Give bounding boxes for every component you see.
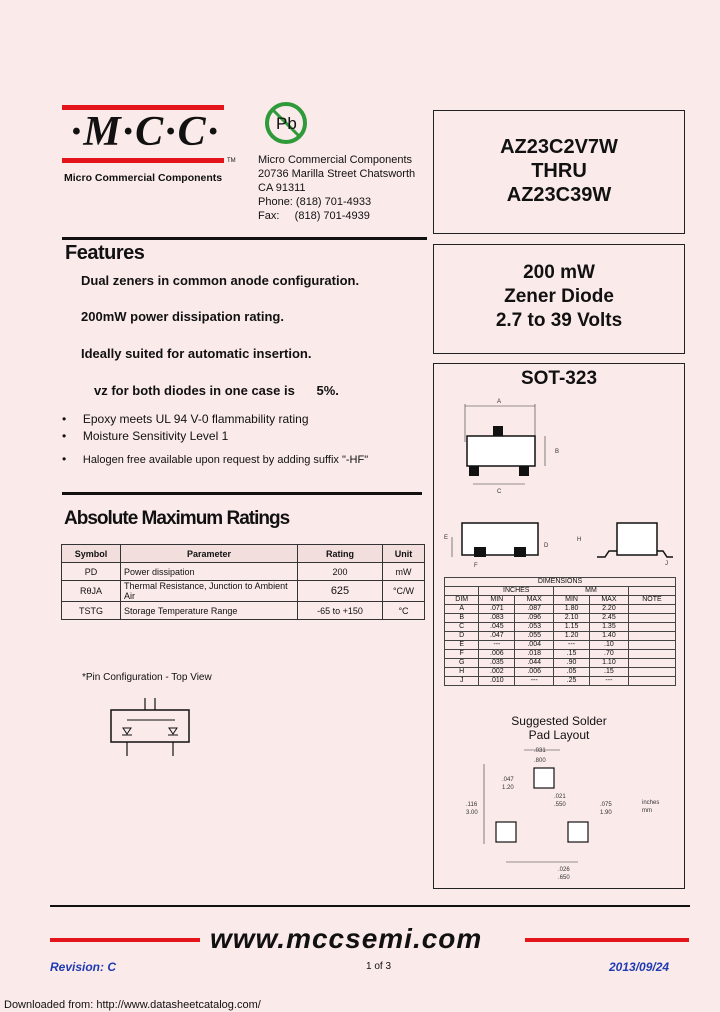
- revision: Revision: C: [50, 960, 117, 974]
- bullet-item: [62, 428, 368, 445]
- download-source[interactable]: Downloaded from: http://www.datasheetcatalog.com/: [4, 999, 261, 1011]
- table-row: J .010 --- .25 ---: [445, 677, 676, 686]
- footer-rule: [50, 905, 690, 907]
- feature-4: vz for both diodes in one case is 5%.: [94, 383, 339, 398]
- bullet-dot: •: [62, 412, 83, 426]
- website-url[interactable]: www.mccsemi.com: [210, 923, 483, 954]
- amr-col-unit: Unit: [383, 545, 425, 563]
- amr-col-symbol: Symbol: [62, 545, 121, 563]
- device-type: Zener Diode: [504, 286, 614, 307]
- pb-label: Pb: [276, 114, 297, 133]
- lead-free-icon: [262, 100, 310, 146]
- svg-text:F: F: [474, 563, 478, 569]
- package-end-view: [575, 515, 675, 570]
- dimensions-table: [444, 577, 676, 686]
- svg-text:.650: .650: [558, 875, 570, 881]
- svg-text:.800: .800: [534, 758, 546, 764]
- package-top-view: [455, 392, 575, 502]
- dim-col-header: MIN: [479, 596, 515, 605]
- svg-text:D: D: [544, 543, 549, 549]
- table-row: C .045 .053 1.15 1.35: [445, 623, 676, 632]
- table-row: RθJA Thermal Resistance, Junction to Ambient Air 625 °C/W: [62, 581, 425, 602]
- dimensions-title: DIMENSIONS: [445, 578, 676, 587]
- amr-heading: Absolute Maximum Ratings: [64, 508, 290, 529]
- inches-header: INCHES: [479, 587, 554, 596]
- svg-text:H: H: [577, 537, 582, 543]
- table-row: D .047 .055 1.20 1.40: [445, 632, 676, 641]
- dim-col-header: MAX: [515, 596, 554, 605]
- feature-1: Dual zeners in common anode configuration.: [81, 273, 360, 288]
- svg-text:.075: .075: [600, 802, 612, 808]
- footer-left-bar: [50, 938, 200, 942]
- header-rule: [62, 237, 427, 240]
- pin-config-diagram: [105, 698, 195, 768]
- thru-label: THRU: [531, 160, 587, 182]
- table-row: F .006 .018 .15 .70: [445, 650, 676, 659]
- bullet-dot: •: [62, 429, 83, 443]
- company-name: Micro Commercial Components: [258, 154, 413, 166]
- spec-box: [433, 244, 685, 354]
- dim-col-header: MAX: [589, 596, 628, 605]
- company-phone: Phone: (818) 701-4933: [258, 196, 372, 208]
- table-row: E --- .004 --- .10: [445, 641, 676, 650]
- revision-date: 2013/09/24: [609, 960, 670, 974]
- logo-bottom-bar: [62, 158, 224, 163]
- note-blank: [628, 587, 675, 596]
- dim-blank: [445, 587, 479, 596]
- bullet-dot: •: [62, 452, 83, 466]
- svg-text:B: B: [555, 449, 560, 455]
- table-row: PD Power dissipation 200 mW: [62, 563, 425, 581]
- mcc-logo: ·M·C·C·: [70, 109, 221, 155]
- company-info: [258, 153, 415, 223]
- footer-right-bar: [525, 938, 689, 942]
- features-rule: [62, 492, 422, 495]
- logo-caption: Micro Commercial Components: [64, 172, 223, 184]
- pad-layout-label: Pad Layout: [528, 728, 590, 742]
- table-row: A .071 .087 1.80 2.20: [445, 605, 676, 614]
- package-name: SOT-323: [520, 368, 598, 389]
- bullet-item: [62, 411, 368, 428]
- table-row: TSTG Storage Temperature Range -65 to +150 °C: [62, 602, 425, 620]
- dim-col-header: MIN: [554, 596, 590, 605]
- solder-pad-title: [433, 714, 685, 742]
- svg-text:inches: inches: [642, 800, 660, 806]
- dim-col-header: NOTE: [628, 596, 675, 605]
- svg-text:.021: .021: [554, 794, 566, 800]
- bullet-list: [62, 411, 368, 469]
- svg-text:mm: mm: [642, 808, 652, 814]
- mm-header: MM: [554, 587, 629, 596]
- page-number: 1 of 3: [366, 961, 392, 972]
- bullet-item: [62, 451, 368, 469]
- table-row: B .083 .096 2.10 2.45: [445, 614, 676, 623]
- trademark: TM: [227, 158, 236, 164]
- svg-text:J: J: [665, 561, 668, 567]
- dim-col-header: DIM: [445, 596, 479, 605]
- svg-text:E: E: [444, 535, 449, 541]
- svg-text:.026: .026: [558, 867, 570, 873]
- part-number-start: AZ23C2V7W: [500, 136, 618, 158]
- pin-config-label: *Pin Configuration - Top View: [82, 672, 212, 683]
- table-row: G .035 .044 .90 1.10: [445, 659, 676, 668]
- feature-3: Ideally suited for automatic insertion.: [81, 346, 312, 361]
- bullet-text: Halogen free available upon request by adding suffix "-HF": [82, 454, 369, 466]
- table-row: H .002 .006 .05 .15: [445, 668, 676, 677]
- svg-text:3.00: 3.00: [466, 810, 478, 816]
- company-address: 20736 Marilla Street Chatsworth: [258, 168, 416, 180]
- company-fax: Fax: (818) 701-4939: [258, 210, 370, 222]
- amr-table: [61, 544, 425, 620]
- features-heading: Features: [65, 242, 145, 264]
- svg-text:1.90: 1.90: [600, 810, 612, 816]
- svg-text:.550: .550: [554, 802, 566, 808]
- amr-col-parameter: Parameter: [121, 545, 298, 563]
- svg-text:.116: .116: [466, 802, 478, 808]
- power-rating: 200 mW: [523, 262, 595, 283]
- pad-layout-drawing: [462, 744, 672, 884]
- svg-text:1.20: 1.20: [502, 785, 514, 791]
- svg-text:C: C: [497, 489, 502, 495]
- svg-text:.047: .047: [502, 777, 514, 783]
- feature-2: 200mW power dissipation rating.: [81, 309, 284, 324]
- suggested-solder-label: Suggested Solder: [511, 714, 607, 728]
- bullet-text: Epoxy meets UL 94 V-0 flammability rating: [82, 412, 309, 426]
- company-city: CA 91311: [258, 182, 306, 194]
- part-number-end: AZ23C39W: [506, 184, 612, 206]
- part-number-box: [433, 110, 685, 234]
- package-side-view: [440, 515, 570, 570]
- amr-col-rating: Rating: [298, 545, 383, 563]
- svg-text:.031: .031: [534, 748, 546, 754]
- svg-text:A: A: [497, 399, 502, 405]
- voltage-range: 2.7 to 39 Volts: [495, 310, 623, 331]
- bullet-text: Moisture Sensitivity Level 1: [82, 429, 229, 443]
